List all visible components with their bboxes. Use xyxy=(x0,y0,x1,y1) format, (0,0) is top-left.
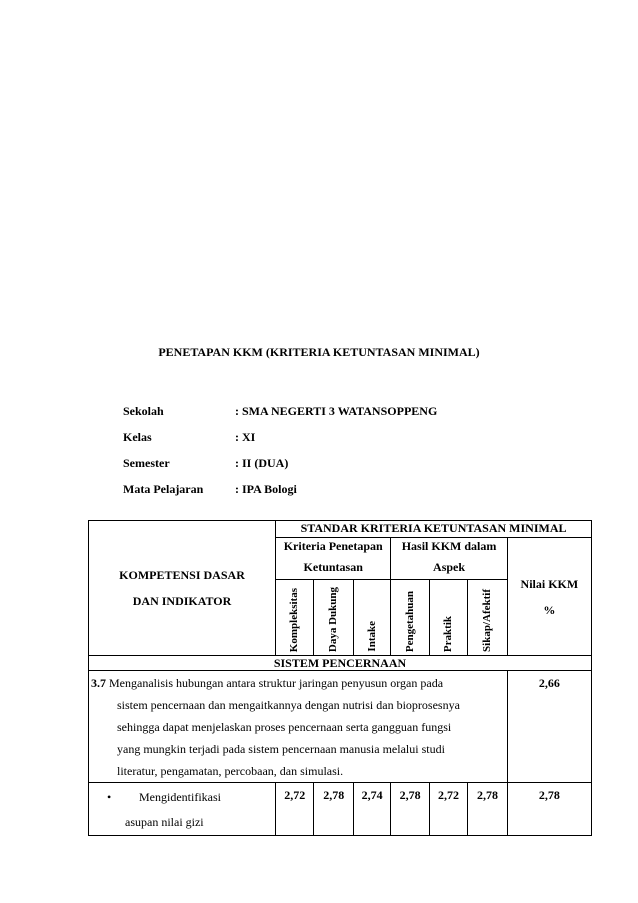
kd-nilai: 2,66 xyxy=(507,671,591,783)
kd-line4: yang mungkin terjadi pada sistem pencernaan manusia melalui studi xyxy=(117,742,445,756)
info-label: Kelas xyxy=(123,430,152,444)
indicator-kompleksitas: 2,72 xyxy=(276,783,314,836)
info-label: Mata Pelajaran xyxy=(123,482,204,496)
indicator-line1: Mengidentifikasi xyxy=(139,790,221,804)
kriteria-line1: Kriteria Penetapan xyxy=(283,539,383,553)
nilai-line2: % xyxy=(543,602,556,617)
hasil-line1: Hasil KKM dalam xyxy=(401,539,497,553)
col-label: Pengetahuan xyxy=(403,590,416,652)
kd-header-cell xyxy=(89,521,276,656)
col-kompleksitas xyxy=(276,580,314,656)
kd-line3: sehingga dapat menjelaskan proses pencernaan serta gangguan fungsi xyxy=(117,720,452,734)
col-label: Daya Dukung xyxy=(327,586,340,652)
col-intake xyxy=(353,580,390,656)
kd-line1: Menganalisis hubungan antara struktur jaringan penyusun organ pada xyxy=(106,676,444,690)
standard-header: STANDAR KRITERIA KETUNTASAN MINIMAL xyxy=(276,521,592,538)
hasil-line2: Aspek xyxy=(433,560,466,574)
indicator-sikap: 2,78 xyxy=(468,783,507,836)
info-value: : SMA NEGERTI 3 WATANSOPPENG xyxy=(235,404,438,418)
kd-number: 3.7 xyxy=(91,676,106,690)
kriteria-line2: Ketuntasan xyxy=(303,560,363,574)
nilai-line1: Nilai KKM xyxy=(520,576,579,591)
kriteria-header xyxy=(276,538,391,580)
indicator-daya-dukung: 2,78 xyxy=(314,783,353,836)
indicator-cell xyxy=(89,783,276,836)
kd-line5: literatur, pengamatan, percobaan, dan simulasi. xyxy=(117,764,344,778)
kd-line2: sistem pencernaan dan mengaitkannya dengan nutrisi dan bioprosesnya xyxy=(117,698,460,712)
col-praktik xyxy=(429,580,467,656)
hasil-header xyxy=(391,538,507,580)
kd-header-line2: DAN INDIKATOR xyxy=(132,594,232,608)
col-sikap xyxy=(468,580,507,656)
info-value: : II (DUA) xyxy=(235,456,289,470)
col-label: Intake xyxy=(365,621,378,652)
indicator-nilai: 2,78 xyxy=(507,783,591,836)
kd-header-line1: KOMPETENSI DASAR xyxy=(119,568,245,582)
nilai-header xyxy=(507,538,591,656)
col-pengetahuan xyxy=(391,580,429,656)
indicator-pengetahuan: 2,78 xyxy=(391,783,429,836)
kkm-table xyxy=(88,520,592,836)
col-label: Praktik xyxy=(442,615,455,652)
indicator-intake: 2,74 xyxy=(353,783,390,836)
section-header: SISTEM PENCERNAAN xyxy=(89,656,592,671)
info-value: : IPA Bologi xyxy=(235,482,297,496)
indicator-line2: asupan nilai gizi xyxy=(125,815,204,829)
indicator-praktik: 2,72 xyxy=(429,783,467,836)
bullet-icon: • xyxy=(107,790,112,804)
col-label: Sikap/Afektif xyxy=(480,589,493,652)
info-label: Semester xyxy=(123,456,170,470)
info-value: : XI xyxy=(235,430,256,444)
kd-3-7-text xyxy=(89,671,508,783)
info-label: Sekolah xyxy=(123,404,164,418)
document-title: PENETAPAN KKM (KRITERIA KETUNTASAN MINIMAL) xyxy=(158,345,480,359)
col-daya-dukung xyxy=(314,580,353,656)
col-label: Kompleksitas xyxy=(288,587,301,652)
